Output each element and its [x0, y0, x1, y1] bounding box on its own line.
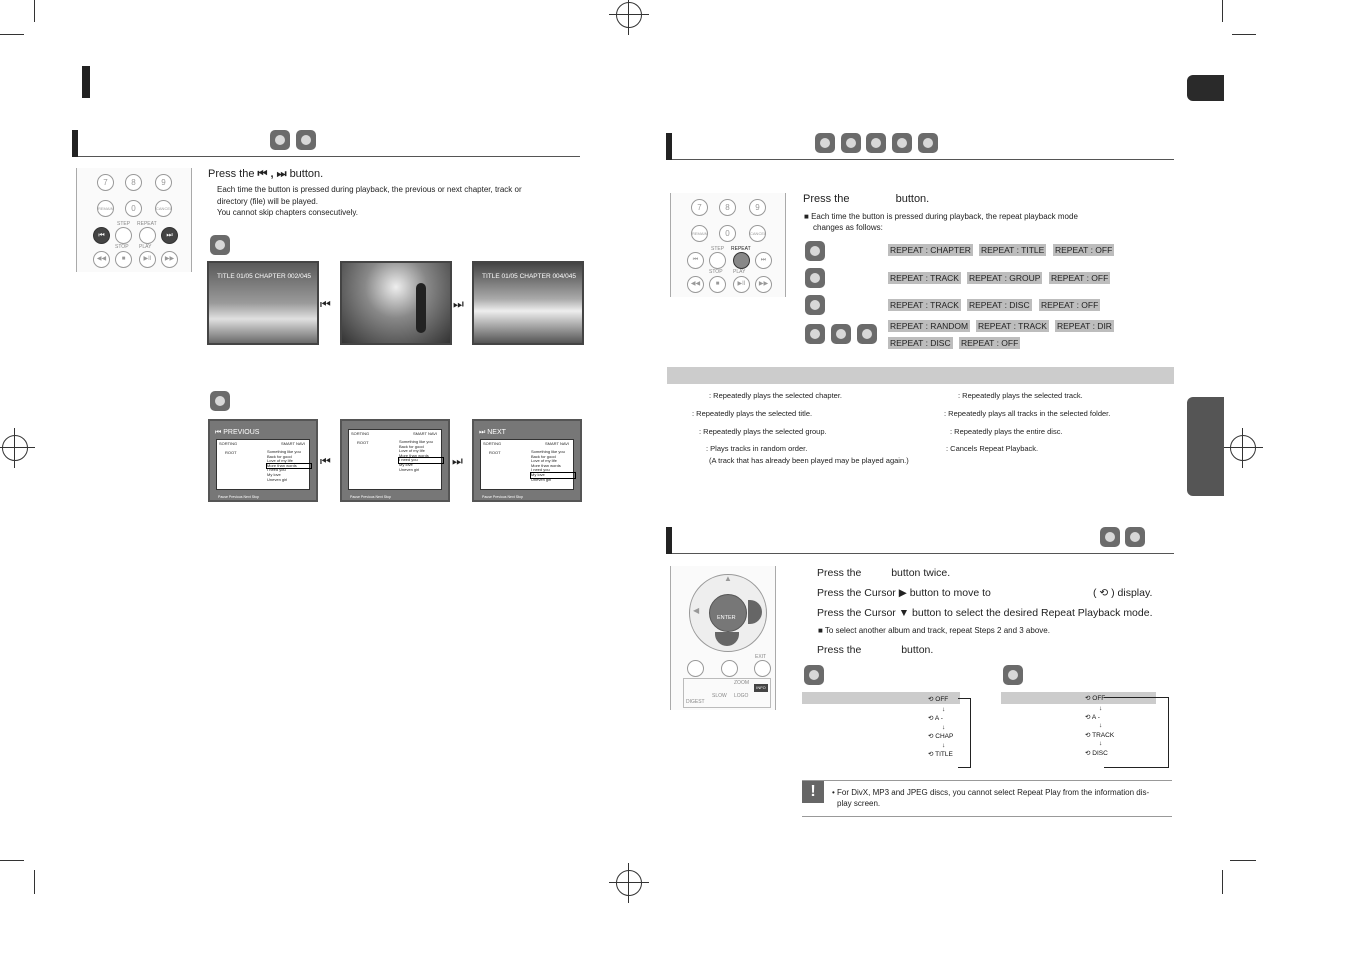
- repeat-mode-tag: REPEAT : TITLE: [981, 245, 1045, 255]
- mp3-disc-icon: [892, 133, 912, 153]
- prev-label: ⏮ PREVIOUS: [215, 429, 260, 436]
- registration-mark: [616, 870, 642, 896]
- osd-mode-item: ⟲ TITLE: [928, 751, 953, 758]
- skip-description: Each time the button is pressed during playback, the previous or next chapter, track or: [217, 185, 522, 194]
- step-suffix: button.: [895, 193, 930, 205]
- arrow-down-icon: ↓: [942, 742, 946, 749]
- definition-text: : Repeatedly plays the selected chapter.: [709, 391, 843, 400]
- registration-mark: [616, 2, 642, 28]
- definition-text: : Repeatedly plays the selected group.: [699, 427, 827, 436]
- repeat-mode-tag: REPEAT : DIR: [1057, 321, 1112, 331]
- track-item: More than words: [267, 464, 311, 469]
- dvd-disc-icon: [804, 665, 824, 685]
- slow-label: SLOW: [712, 693, 727, 699]
- arrow-down-icon: ↓: [1099, 705, 1103, 712]
- repeat-mode-tag: REPEAT : TRACK: [890, 273, 959, 283]
- note-text: To select another album and track, repeat Steps 2 and 3 above.: [824, 626, 1050, 635]
- audio-button: [687, 660, 704, 677]
- prev-label-text: PREVIOUS: [223, 429, 260, 436]
- osd-mode-item: ⟲ A -: [928, 715, 943, 722]
- footer-pause: Pause: [218, 495, 228, 499]
- definition-text: : Cancels Repeat Playback.: [946, 444, 1039, 453]
- step-suffix: button.: [289, 168, 324, 180]
- stop-label: STOP: [709, 269, 723, 275]
- track-item: Love of my life: [531, 458, 557, 464]
- divx-disc-icon: [918, 133, 938, 153]
- track-item: Love of my life: [267, 458, 293, 464]
- button-7: 7: [691, 199, 708, 216]
- crop-mark: [34, 0, 35, 22]
- button-7: 7: [97, 174, 114, 191]
- skip-step: [208, 168, 323, 181]
- sorting-tab: SORTING: [351, 431, 370, 436]
- osd-mode-item: ⟲ OFF: [1085, 695, 1106, 702]
- footer-next: Next: [375, 495, 383, 499]
- step-suffix: display.: [1117, 587, 1153, 599]
- stop-button: ■: [115, 251, 132, 268]
- definition-text: : Repeatedly plays the selected track.: [958, 391, 1083, 400]
- caution-icon: !: [802, 781, 824, 803]
- remain-button: REMAIN: [691, 225, 708, 242]
- mode-label: TRACK: [1092, 732, 1115, 739]
- repeat-note: ■ Each time the button is pressed during playback, the repeat playback mode: [804, 212, 1078, 221]
- track-item: Uneven girl: [267, 476, 288, 482]
- skip-next-button: ⏭: [161, 227, 178, 244]
- repeat-mode-tag: REPEAT : CHAPTER: [890, 245, 971, 255]
- info-step-4: [817, 644, 933, 656]
- step-label: STEP: [117, 221, 131, 227]
- vcd-disc-icon: [805, 295, 825, 315]
- next-arrow-icon: ⏭: [453, 297, 464, 311]
- repeat-mode-tag: REPEAT : RANDOM: [890, 321, 969, 331]
- footer-previous: Previous: [228, 495, 243, 499]
- remote-navigation-illustration: [670, 566, 776, 710]
- skip-description: You cannot skip chapters consecutively.: [217, 208, 358, 217]
- step-prefix: Press the: [803, 193, 850, 205]
- track-item: Back for good: [267, 453, 292, 459]
- cancel-button: CANCEL: [749, 225, 766, 242]
- stop-label: STOP: [115, 244, 129, 250]
- rewind-button: ◀◀: [93, 251, 110, 268]
- cursor-up-icon: ▲: [724, 574, 732, 583]
- track-list: [399, 440, 443, 472]
- skip-description: directory (file) will be played.: [217, 197, 318, 206]
- page-number-tab: [1187, 75, 1224, 101]
- crop-mark: [0, 860, 24, 861]
- cycle-bracket: [1104, 697, 1169, 768]
- track-item: Something like you: [267, 449, 301, 454]
- info-step-3-note: ■ To select another album and track, repeat Steps 2 and 3 above.: [818, 626, 1050, 635]
- footer-previous: Previous: [492, 495, 507, 499]
- wma-disc-icon: [831, 324, 851, 344]
- crop-mark: [1232, 34, 1256, 35]
- repeat-step: [803, 193, 929, 205]
- cd-disc-icon: [296, 130, 316, 150]
- registration-mark: [1230, 435, 1256, 461]
- digest-label: DIGEST: [686, 699, 705, 705]
- osd-mode-item: ⟲ CHAP: [928, 733, 954, 740]
- track-item: Back for good: [399, 443, 424, 449]
- remote-illustration: [670, 193, 786, 297]
- track-item: Back for good: [531, 453, 556, 459]
- button-0: 0: [125, 200, 142, 217]
- logo-label: LOGO: [734, 693, 749, 699]
- cd-disc-icon: [841, 133, 861, 153]
- step-button: [115, 227, 132, 244]
- skip-prev-button: ⏮: [687, 252, 704, 269]
- registration-mark: [2, 435, 28, 461]
- crop-mark: [34, 870, 35, 894]
- next-label-text: NEXT: [487, 429, 506, 436]
- info-step-2-end: ( ⟲ ) display.: [1093, 587, 1153, 599]
- play-label: PLAY: [733, 269, 746, 275]
- info-step-2: Press the Cursor ▶ button to move to: [817, 587, 991, 599]
- osd-mode-item: ⟲ DISC: [1085, 750, 1108, 757]
- caution-text: • For DivX, MP3 and JPEG discs, you cannot select Repeat Play from the information dis-: [832, 788, 1150, 797]
- track-item: My love: [399, 461, 413, 467]
- track-item: More than words: [531, 462, 561, 468]
- repeat-mode-tag: REPEAT : OFF: [1055, 245, 1113, 255]
- footer-stop: Stop: [515, 495, 523, 499]
- step-label: STEP: [711, 246, 725, 252]
- crop-mark: [1230, 860, 1256, 861]
- note-text: Each time the button is pressed during playback, the repeat playback mode: [811, 212, 1078, 221]
- menu-footer: [482, 495, 523, 499]
- arrow-down-icon: ↓: [942, 724, 946, 731]
- page-title-bar: [82, 66, 90, 98]
- track-list: [531, 450, 575, 482]
- definition-text: : Repeatedly plays the entire disc.: [950, 427, 1063, 436]
- root-folder: ROOT: [225, 450, 237, 455]
- next-label: ⏭ NEXT: [479, 429, 506, 436]
- function-key-group: [683, 678, 771, 708]
- play-pause-button: ▶II: [139, 251, 156, 268]
- dvd-disc-icon: [1100, 527, 1120, 547]
- root-folder: ROOT: [489, 450, 501, 455]
- vcd-disc-icon: [866, 133, 886, 153]
- chapter-caption: TITLE 01/05 CHAPTER 004/045: [482, 273, 576, 280]
- footer-previous: Previous: [360, 495, 375, 499]
- menu-footer: [218, 495, 259, 499]
- sorting-tab: SORTING: [483, 441, 502, 446]
- mode-label: A -: [1091, 714, 1100, 721]
- mode-label: OFF: [1092, 695, 1106, 702]
- repeat-mode-tag: REPEAT : DISC: [890, 338, 951, 348]
- footer-pause: Pause: [350, 495, 360, 499]
- smart-navi-label: SMART NAVI: [281, 441, 306, 446]
- mp3-disc-icon: [210, 391, 230, 411]
- dvd-disc-icon: [805, 241, 825, 261]
- play-label: PLAY: [139, 244, 152, 250]
- prev-arrow-icon: ⏮: [320, 454, 331, 468]
- step-suffix: button twice.: [891, 567, 951, 579]
- current-chapter-image: [340, 261, 452, 345]
- exit-label: EXIT: [755, 654, 767, 660]
- section-header-skip: [72, 130, 580, 157]
- repeat-button-highlight: [733, 252, 750, 269]
- cactus-shape: [416, 283, 426, 333]
- definition-text: : Repeatedly plays the selected title.: [692, 409, 813, 418]
- info-step-1: [817, 567, 950, 579]
- crop-mark: [1222, 870, 1223, 894]
- prev-arrow-icon: ⏮: [320, 297, 331, 311]
- mode-label: A -: [934, 715, 943, 722]
- cd-disc-icon: [805, 268, 825, 288]
- enter-label: ENTER: [717, 615, 736, 621]
- info-step-3: Press the Cursor ▼ button to select the desired Repeat Playback mode.: [817, 607, 1153, 619]
- dvd-disc-icon: [270, 130, 290, 150]
- cd-disc-icon: [1003, 665, 1023, 685]
- repeat-mode-tag: REPEAT : OFF: [1041, 300, 1099, 310]
- menu-footer: [350, 495, 391, 499]
- button-8: 8: [719, 199, 736, 216]
- track-item: Something like you: [399, 439, 433, 444]
- arrow-down-icon: ↓: [1099, 740, 1103, 747]
- step-button: [709, 252, 726, 269]
- next-chapter-image: [472, 261, 584, 345]
- repeat-label: REPEAT: [137, 221, 157, 227]
- track-item: Uneven girl: [531, 476, 552, 482]
- previous-chapter-image: [207, 261, 319, 345]
- step-prefix: Press the: [817, 644, 862, 656]
- track-item: Love of my life: [399, 448, 425, 454]
- caution-line: play screen.: [837, 799, 881, 808]
- track-item: Uneven girl: [399, 466, 420, 472]
- step-suffix: button.: [901, 644, 934, 656]
- track-item: More than words: [399, 452, 429, 458]
- mode-label: CHAP: [935, 733, 954, 740]
- repeat-mode-tag: REPEAT : TRACK: [978, 321, 1047, 331]
- dvd-disc-icon: [210, 235, 230, 255]
- button-9: 9: [155, 174, 172, 191]
- footer-next: Next: [507, 495, 515, 499]
- mode-label: TITLE: [935, 751, 953, 758]
- track-item: Something like you: [531, 449, 565, 454]
- step-prefix: Press the Cursor: [817, 607, 896, 619]
- repeat-button: [139, 227, 156, 244]
- track-item: I need you: [267, 467, 286, 473]
- button-0: 0: [719, 225, 736, 242]
- repeat-mode-tag: REPEAT : OFF: [1051, 273, 1109, 283]
- next-arrow-icon: ⏭: [452, 454, 463, 468]
- repeat-mode-tag: REPEAT : GROUP: [969, 273, 1041, 283]
- caution-line: For DivX, MP3 and JPEG discs, you cannot select Repeat Play from the information dis-: [837, 788, 1150, 797]
- footer-next: Next: [243, 495, 251, 499]
- skip-prev-button: ⏮: [93, 227, 110, 244]
- cancel-button: CANCEL: [155, 200, 172, 217]
- repeat-mode-tag: REPEAT : TRACK: [890, 300, 959, 310]
- arrow-down-icon: ↓: [1099, 722, 1103, 729]
- button-8: 8: [125, 174, 142, 191]
- skip-next-button: ⏭: [755, 252, 772, 269]
- definition-text: : Repeatedly plays all tracks in the selected folder.: [944, 409, 1111, 418]
- track-item: My love: [531, 473, 575, 478]
- step-mid: button to move to: [909, 587, 991, 599]
- rewind-button: ◀◀: [687, 276, 704, 293]
- step-prefix: Press the: [817, 567, 862, 579]
- definition-text: : Plays tracks in random order.: [706, 444, 808, 453]
- note-text: changes as follows:: [813, 223, 883, 232]
- mp3-menu-screen-next: [472, 419, 582, 502]
- divx-disc-icon: [857, 324, 877, 344]
- mp3-menu-screen-prev: [208, 419, 318, 502]
- repeat-mode-tag: REPEAT : OFF: [961, 338, 1019, 348]
- cd-disc-icon: [1125, 527, 1145, 547]
- footer-stop: Stop: [251, 495, 259, 499]
- info-button: INFO: [754, 684, 768, 692]
- mode-label: DISC: [1092, 750, 1108, 757]
- sorting-tab: SORTING: [219, 441, 238, 446]
- chapter-tab: [1187, 397, 1224, 496]
- footer-pause: Pause: [482, 495, 492, 499]
- osd-mode-item: ⟲ OFF: [928, 696, 949, 703]
- track-list: [267, 450, 311, 482]
- osd-mode-item: ⟲ A -: [1085, 714, 1100, 721]
- arrow-down-icon: ↓: [942, 706, 946, 713]
- step-prefix: Press the Cursor: [817, 587, 896, 599]
- repeat-label: REPEAT: [731, 246, 751, 252]
- remain-button: REMAIN: [97, 200, 114, 217]
- dvd-disc-icon: [815, 133, 835, 153]
- zoom-label: ZOOM: [734, 680, 749, 686]
- track-item: I need you: [531, 467, 550, 473]
- section-header-info-repeat: [666, 527, 1174, 554]
- mode-label: OFF: [935, 696, 949, 703]
- mp3-menu-screen-current: [340, 419, 450, 502]
- exit-button: [754, 660, 771, 677]
- stop-button: ■: [709, 276, 726, 293]
- button-9: 9: [749, 199, 766, 216]
- step-prefix: Press the: [208, 168, 255, 180]
- footer-stop: Stop: [383, 495, 391, 499]
- chapter-caption: TITLE 01/05 CHAPTER 002/045: [217, 273, 311, 280]
- crop-mark: [1222, 0, 1223, 22]
- cursor-left-icon: ◀: [693, 606, 700, 615]
- skip-keys: ⏮ , ⏭: [257, 168, 287, 180]
- smart-navi-label: SMART NAVI: [413, 431, 438, 436]
- fast-forward-button: ▶▶: [161, 251, 178, 268]
- repeat-mode-tag: REPEAT : DISC: [969, 300, 1030, 310]
- fast-forward-button: ▶▶: [755, 276, 772, 293]
- osd-mode-item: ⟲ TRACK: [1085, 732, 1115, 739]
- step-suffix: button to select the desired Repeat Playback mode.: [912, 607, 1153, 619]
- root-folder: ROOT: [357, 440, 369, 445]
- mp3-disc-icon: [805, 324, 825, 344]
- cycle-bracket: [958, 698, 971, 768]
- definitions-header-bar: [667, 367, 1174, 384]
- smart-navi-label: SMART NAVI: [545, 441, 570, 446]
- track-item: I need you: [399, 458, 443, 463]
- crop-mark: [0, 34, 24, 35]
- subtitle-button: [721, 660, 738, 677]
- definition-text: (A track that has already been played may be played again.): [709, 456, 909, 465]
- play-pause-button: ▶II: [733, 276, 750, 293]
- remote-illustration: [76, 168, 192, 272]
- enter-button: [709, 594, 747, 632]
- track-item: My love: [267, 471, 281, 477]
